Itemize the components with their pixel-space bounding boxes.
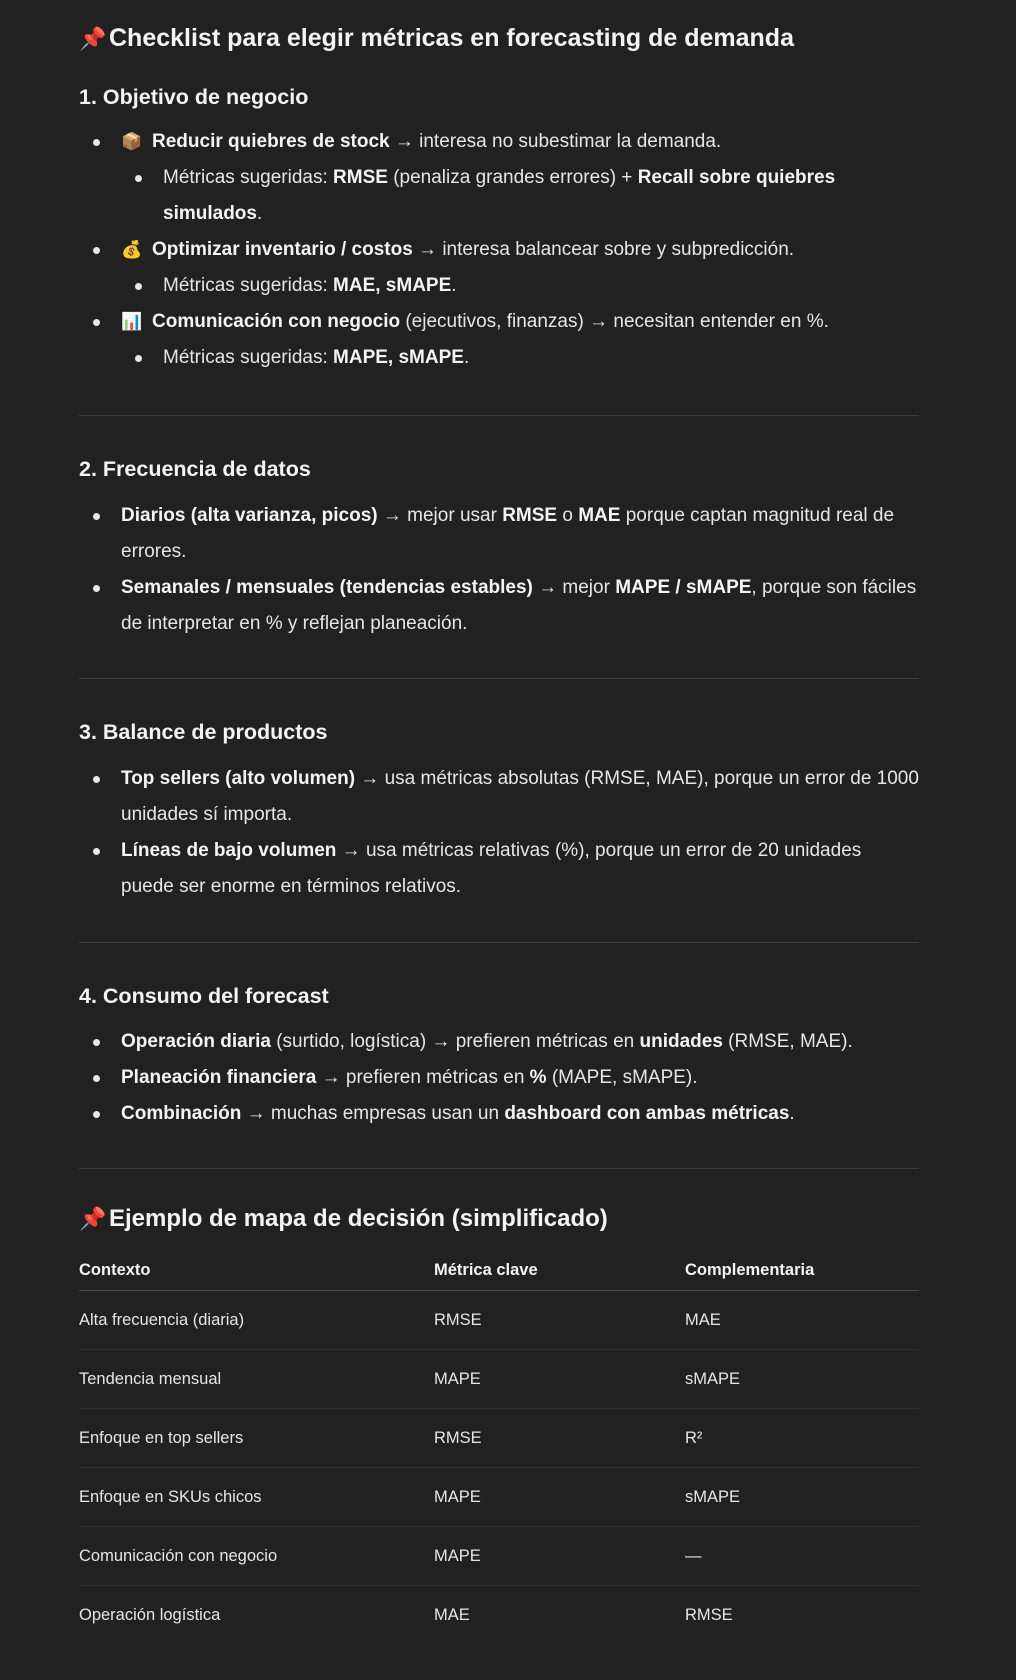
list-item: 📦 Reducir quiebres de stock → interesa no subestimar la demanda. — [79, 124, 919, 160]
column-header-metrica-clave: Métrica clave — [434, 1250, 685, 1291]
list-item: Combinación → muchas empresas usan un dashboard con ambas métricas. — [79, 1096, 919, 1132]
pushpin-icon: 📌 — [79, 26, 107, 51]
section-list-objetivo — [79, 124, 919, 376]
table-cell: Tendencia mensual — [79, 1350, 434, 1409]
list-item: Operación diaria (surtido, logística) → prefieren métricas en unidades (RMSE, MAE). — [79, 1024, 919, 1060]
list-item: Planeación financiera → prefieren métricas en % (MAPE, sMAPE). — [79, 1060, 919, 1096]
divider — [79, 942, 919, 943]
section-list-frecuencia — [79, 498, 919, 642]
section-heading-frecuencia: 2. Frecuencia de datos — [79, 457, 311, 481]
column-header-contexto: Contexto — [79, 1250, 434, 1291]
section-heading-objetivo: 1. Objetivo de negocio — [79, 85, 309, 109]
table-cell: — — [685, 1527, 919, 1586]
list-subitem: Métricas sugeridas: RMSE (penaliza grandes errores) + Recall sobre quiebres simulados. — [79, 160, 919, 232]
table-cell: MAPE — [434, 1527, 685, 1586]
table-row — [79, 1409, 919, 1468]
list-subitem: Métricas sugeridas: MAPE, sMAPE. — [79, 340, 919, 376]
list-item: 📊 Comunicación con negocio (ejecutivos, finanzas) → necesitan entender en %. — [79, 304, 919, 340]
list-item: Líneas de bajo volumen → usa métricas relativas (%), porque un error de 20 unidades puede ser enorme en términos relativos. — [79, 833, 919, 905]
list-item: Semanales / mensuales (tendencias estables) → mejor MAPE / sMAPE, porque son fáciles de interpretar en % y reflejan planeación. — [79, 570, 919, 642]
list-item: Top sellers (alto volumen) → usa métricas absolutas (RMSE, MAE), porque un error de 1000 unidades sí importa. — [79, 761, 919, 833]
table-row — [79, 1527, 919, 1586]
list-item: 💰 Optimizar inventario / costos → interesa balancear sobre y subpredicción. — [79, 232, 919, 268]
table-cell: MAE — [434, 1605, 470, 1624]
table-cell: Alta frecuencia (diaria) — [79, 1291, 434, 1350]
money-bag-icon: 💰 — [121, 240, 143, 259]
table-cell: MAPE — [434, 1350, 685, 1409]
table-row — [79, 1468, 919, 1527]
divider — [79, 415, 919, 416]
page-title: 📌 Checklist para elegir métricas en forecasting de demanda — [79, 24, 794, 52]
divider — [79, 678, 919, 679]
decision-map-heading: 📌 Ejemplo de mapa de decisión (simplificado) — [79, 1205, 608, 1232]
list-subitem: Métricas sugeridas: MAE, sMAPE. — [79, 268, 919, 304]
section-heading-consumo: 4. Consumo del forecast — [79, 984, 329, 1008]
table-cell: RMSE — [434, 1409, 685, 1468]
table-cell: sMAPE — [685, 1468, 919, 1527]
column-header-complementaria: Complementaria — [685, 1250, 919, 1291]
table-cell: Comunicación con negocio — [79, 1527, 434, 1586]
pushpin-icon: 📌 — [79, 1206, 107, 1231]
table-cell: R² — [685, 1409, 919, 1468]
bar-chart-icon: 📊 — [121, 312, 143, 331]
table-header-row — [79, 1250, 919, 1291]
table-cell: MAPE — [434, 1468, 685, 1527]
table-cell: sMAPE — [685, 1350, 919, 1409]
list-item: Diarios (alta varianza, picos) → mejor usar RMSE o MAE porque captan magnitud real de errores. — [79, 498, 919, 570]
table-row — [79, 1586, 919, 1645]
divider — [79, 1168, 919, 1169]
table-cell: RMSE — [685, 1605, 733, 1624]
table-row — [79, 1291, 919, 1350]
section-list-balance — [79, 761, 919, 905]
package-icon: 📦 — [121, 132, 143, 151]
table-row — [79, 1350, 919, 1409]
table-cell: RMSE — [434, 1291, 685, 1350]
section-heading-balance: 3. Balance de productos — [79, 720, 328, 744]
section-list-consumo — [79, 1024, 919, 1132]
table-cell: MAE — [685, 1291, 919, 1350]
table-cell: Enfoque en SKUs chicos — [79, 1468, 434, 1527]
table-cell: Operación logística — [79, 1605, 221, 1624]
table-cell: Enfoque en top sellers — [79, 1409, 434, 1468]
decision-map-table — [79, 1250, 919, 1644]
